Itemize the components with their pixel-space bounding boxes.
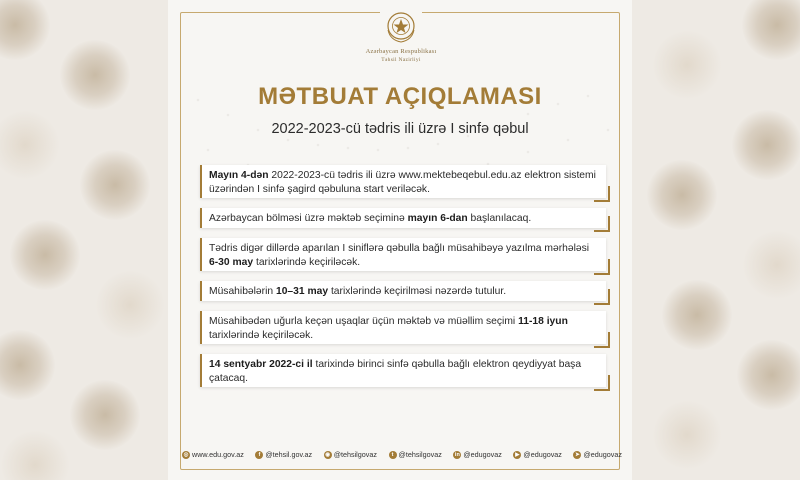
social-link-text: @tehsilgovaz: [398, 450, 442, 459]
telegram-icon: ➤: [575, 451, 580, 458]
notice-highlight: 10–31 may: [275, 286, 329, 297]
notice-box: [200, 208, 606, 228]
social-link-text: www.edu.gov.az: [192, 450, 244, 459]
social-link[interactable]: [453, 450, 501, 459]
ministry-line-1: Azərbaycan Respublikası: [365, 48, 437, 55]
right-blurred-background: [632, 0, 800, 480]
social-link[interactable]: [255, 450, 312, 459]
notice-box: [200, 354, 606, 387]
notice-text: 2022-2023-cü tədris ili üzrə www.mektebeqebul.edu.az elektron sistemi üzərindən I sinfə şagird qəbuluna start veriləcək.: [209, 170, 596, 195]
social-link-text: @tehsilgovaz: [333, 450, 377, 459]
social-link[interactable]: [324, 450, 377, 459]
notice-box: [200, 165, 606, 198]
social-footer: [182, 450, 622, 459]
notice-highlight: 14 sentyabr 2022-ci il: [209, 359, 313, 370]
social-link-text: @tehsil.gov.az: [265, 450, 313, 459]
press-release-title: MƏTBUAT AÇIQLAMASI: [258, 83, 542, 110]
notice-highlight: Mayın 4-dən: [209, 170, 269, 181]
notice-text: tarixlərində keçiriləcək.: [209, 330, 314, 341]
notice-text: tarixində birinci sinfə qəbulla bağlı elektron qeydiyyat başa çatacaq.: [209, 359, 582, 384]
instagram-icon: ◉: [325, 451, 331, 458]
social-link[interactable]: [389, 450, 442, 459]
notice-text: tarixlərində keçirilməsi nəzərdə tutulur.: [328, 286, 507, 297]
youtube-icon: ▶: [515, 451, 520, 458]
notice-highlight: 11-18 iyun: [518, 316, 568, 327]
social-link-text: @edugovaz: [583, 450, 622, 459]
social-link[interactable]: [182, 450, 244, 459]
globe-icon: ◎: [183, 451, 189, 458]
notice-highlight: 6-30 may: [209, 257, 254, 268]
notice-box: [200, 238, 606, 271]
ministry-name: [318, 48, 484, 64]
notice-text: Tədris digər dillərdə aparılan I siniflərə qəbulla bağlı müsahibəyə yazılma mərhələsi: [209, 243, 590, 254]
press-release-poster: [168, 0, 632, 480]
social-link-text: @edugovaz: [523, 450, 562, 459]
left-blurred-background: [0, 0, 168, 480]
linkedin-icon: in: [454, 451, 460, 458]
notice-text: Azərbaycan bölməsi üzrə məktəb seçiminə: [209, 213, 408, 224]
notice-box: [200, 311, 606, 344]
social-link[interactable]: [513, 450, 561, 459]
ministry-emblem-icon: [380, 6, 422, 48]
ministry-line-2: Təhsil Nazirliyi: [381, 57, 421, 63]
notice-highlight: mayın 6-dan: [407, 213, 468, 224]
twitter-icon: t: [389, 451, 397, 459]
notice-text: tarixlərində keçiriləcək.: [253, 257, 361, 268]
facebook-icon: f: [255, 451, 263, 459]
notice-text: Müsahibələrin: [209, 286, 276, 297]
press-release-subtitle: 2022-2023-cü tədris ili üzrə I sinfə qəbul: [271, 121, 529, 137]
notice-text: başlanılacaq.: [467, 213, 532, 224]
social-link-text: @edugovaz: [463, 450, 502, 459]
social-link[interactable]: [573, 450, 621, 459]
notice-text: Müsahibədən uğurla keçən uşaqlar üçün məktəb və müəllim seçimi: [209, 316, 519, 327]
notice-box: [200, 281, 606, 301]
